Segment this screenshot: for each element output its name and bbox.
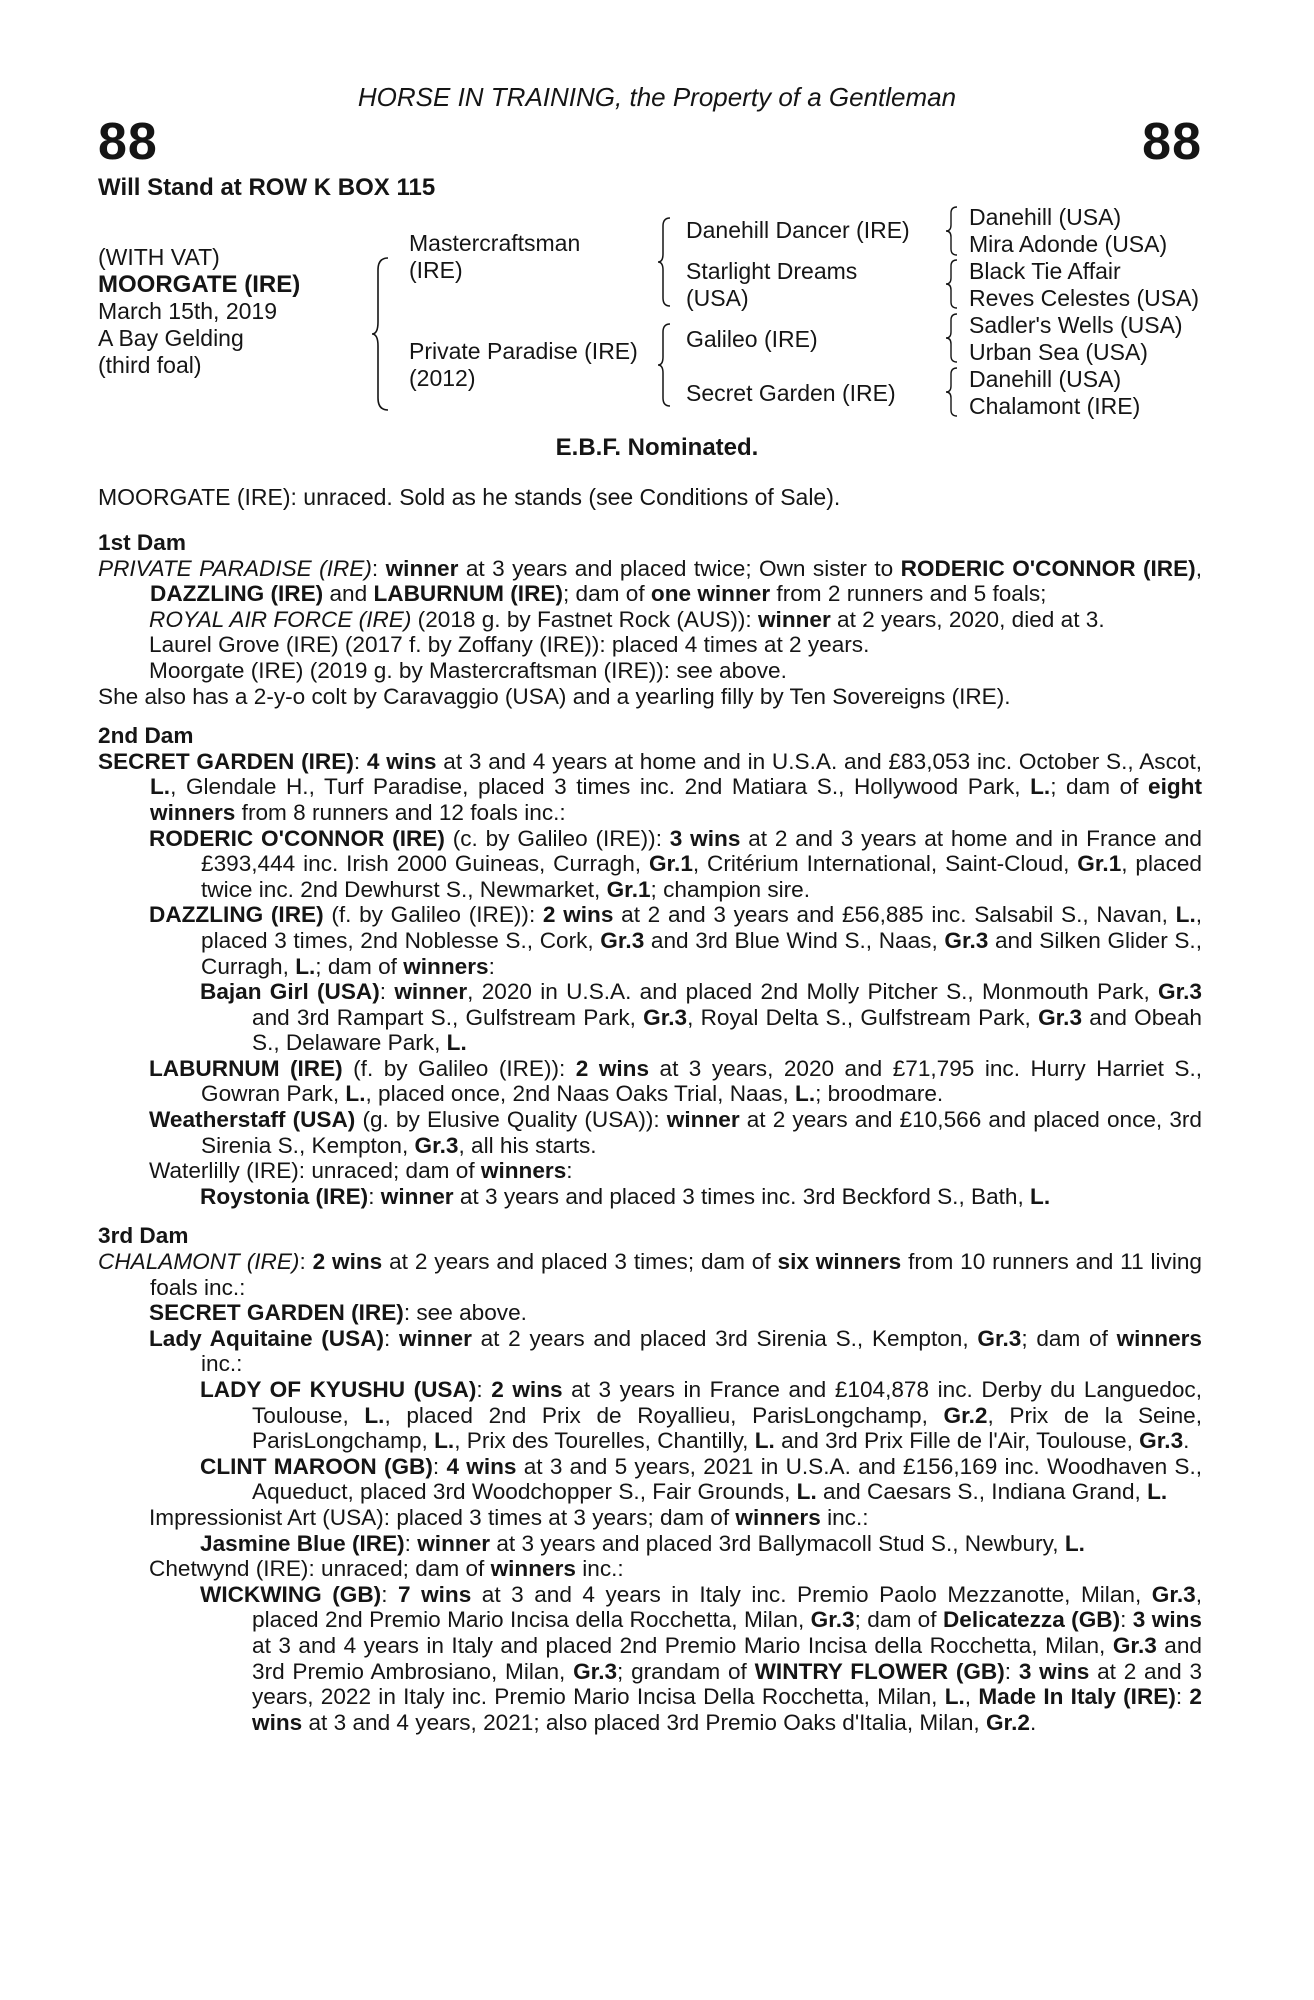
third-dam-grandfoal-clint-maroon: CLINT MAROON (GB): 4 wins at 3 and 5 years, 2021 in U.S.A. and £156,169 inc. Woodhaven S., Aqueduct, placed 3rd Woodchopper S., Fair Grounds, L. and Caesars S., Indiana Grand, L. [200, 1453, 1203, 1505]
first-dam-foal-laurel-grove: Laurel Grove (IRE) (2017 f. by Zoffany (IRE)): placed 4 times at 2 years. [149, 632, 870, 658]
lot-number-left: 88 [98, 113, 158, 171]
dam-name: Private Paradise (IRE) [409, 338, 638, 364]
second-dam-foal-laburnum: LABURNUM (IRE) (f. by Galileo (IRE)): 2 wins at 3 years, 2020 and £71,795 inc. Hurry Harriet S., Gowran Park, L., placed once, 2nd Naas Oaks Trial, Naas, L.; broodmare. [149, 1055, 1203, 1107]
second-dam-entry: SECRET GARDEN (IRE): 4 wins at 3 and 4 years at home and in U.S.A. and £83,053 inc. October S., Ascot, L., Glendale H., Turf Paradise, placed 3 times inc. 2nd Matiara S., Hollywood Park, L.; dam of eight winners from 8 runners and 12 foals inc.: [98, 748, 1203, 825]
ebf-nomination: E.B.F. Nominated. [555, 434, 759, 461]
first-dam-name: PRIVATE PARADISE (IRE) [98, 555, 372, 581]
first-dam-foal-moorgate: Moorgate (IRE) (2019 g. by Mastercraftsman (IRE)): see above. [149, 657, 787, 683]
first-dam-heading: 1st Dam [98, 530, 186, 555]
horse-description: A Bay Gelding [98, 325, 244, 351]
first-dam-foal-royal-air-force: ROYAL AIR FORCE (IRE) (2018 g. by Fastnet Rock (AUS)): winner at 2 years, 2020, died at 3. [149, 606, 1105, 632]
horse-info [98, 244, 300, 379]
pedigree-brace-sire [656, 216, 674, 308]
second-dam-name: SECRET GARDEN (IRE) [98, 748, 354, 774]
third-dam-foal-secret-garden: SECRET GARDEN (IRE): see above. [149, 1300, 527, 1326]
pedigree-sire-sire: Danehill Dancer (IRE) [686, 217, 910, 243]
third-dam-grandfoal-lady-of-kyushu: LADY OF KYUSHU (USA): 2 wins at 3 years in France and £104,878 inc. Derby du Languedoc, Toulouse, L., placed 2nd Prix de Royallieu, ParisLongchamp, Gr.2, Prix de la Seine, ParisLongchamp, L., Prix des Tourelles, Chantilly, L. and 3rd Prix Fille de l'Air, Toulouse, Gr.3. [200, 1377, 1203, 1454]
third-dam-grandfoal-jasmine-blue: Jasmine Blue (IRE): winner at 3 years and placed 3rd Ballymacoll Stud S., Newbury, L. [200, 1530, 1085, 1556]
pedigree-dam-dam: Secret Garden (IRE) [686, 380, 896, 406]
second-dam-grandfoal-bajan-girl: Bajan Girl (USA): winner, 2020 in U.S.A. and placed 2nd Molly Pitcher S., Monmouth Park, Gr.3 and 3rd Rampart S., Gulfstream Park, Gr.3, Royal Delta S., Gulfstream Park, Gr.3 and Obeah S., Delaware Park, L. [200, 979, 1203, 1056]
pedigree-brace-ds [944, 312, 960, 364]
pedigree-gen3 [969, 204, 1199, 420]
horse-name: MOORGATE (IRE) [98, 271, 301, 298]
horse-foaled: March 15th, 2019 [98, 298, 278, 324]
third-dam-foal-lady-aquitaine: Lady Aquitaine (USA): winner at 2 years and placed 3rd Sirenia S., Kempton, Gr.3; dam of winners inc.: [149, 1325, 1202, 1377]
pedigree-sire [409, 230, 580, 284]
second-dam-grandfoal-roystonia: Roystonia (IRE): winner at 3 years and placed 3 times inc. 3rd Beckford S., Bath, L. [200, 1183, 1051, 1209]
pedigree-ddd: Chalamont (IRE) [969, 393, 1141, 419]
foal-number: (third foal) [98, 352, 202, 378]
pedigree-brace-dd [944, 366, 960, 418]
third-dam-grandfoal-wickwing: WICKWING (GB): 7 wins at 3 and 4 years in Italy inc. Premio Paolo Mezzanotte, Milan, Gr.3, placed 2nd Premio Mario Incisa della Rocchetta, Milan, Gr.3; dam of Delicatezza (GB): 3 wins at 3 and 4 years in Italy and placed 2nd Premio Mario Incisa della Rocchetta, Milan, Gr.3 and 3rd Premio Ambrosiano, Milan, Gr.3; grandam of WINTRY FLOWER (GB): 3 wins at 2 and 3 years, 2022 in Italy inc. Premio Mario Incisa Della Rocchetta, Milan, L., Made In Italy (IRE): 2 wins at 3 and 4 years, 2021; also placed 3rd Premio Oaks d'Italia, Milan, Gr.2. [200, 1581, 1203, 1735]
pedigree-brace-ss [944, 205, 960, 257]
pedigree-brace-sd [944, 258, 960, 310]
pedigree-sss: Danehill (USA) [969, 204, 1122, 230]
sire-country: (IRE) [409, 257, 463, 283]
sire-dam-name: Starlight Dreams [686, 258, 858, 284]
pedigree-ssd: Mira Adonde (USA) [969, 231, 1168, 257]
third-dam-name: CHALAMONT (IRE) [98, 1249, 300, 1275]
sire-name: Mastercraftsman [409, 230, 581, 256]
third-dam-foal-impressionist-art: Impressionist Art (USA): placed 3 times at 3 years; dam of winners inc.: [149, 1504, 869, 1530]
pedigree-dsd: Urban Sea (USA) [969, 339, 1148, 365]
third-dam-heading: 3rd Dam [98, 1223, 189, 1249]
vat-note: (WITH VAT) [98, 244, 220, 270]
pedigree-sire-dam [686, 258, 857, 312]
second-dam-foal-waterlilly: Waterlilly (IRE): unraced; dam of winners: [149, 1158, 573, 1184]
pedigree-dam [409, 338, 638, 392]
pedigree-brace-dam [656, 322, 674, 408]
third-dam-entry: CHALAMONT (IRE): 2 wins at 2 years and placed 3 times; dam of six winners from 10 runners and 11 living foals inc.: [98, 1249, 1202, 1300]
page-title: HORSE IN TRAINING, the Property of a Gentleman [357, 82, 957, 112]
pedigree-sds: Black Tie Affair [969, 258, 1121, 284]
lot-number-right: 88 [1142, 113, 1202, 171]
pedigree-dam-sire: Galileo (IRE) [686, 326, 818, 352]
catalogue-body [98, 530, 1202, 1735]
pedigree-dss: Sadler's Wells (USA) [969, 312, 1183, 338]
second-dam-foal-weatherstaff: Weatherstaff (USA) (g. by Elusive Quality (USA)): winner at 2 years and £10,566 and placed once, 3rd Sirenia S., Kempton, Gr.3, all his starts. [149, 1107, 1202, 1158]
second-dam-foal-roderic-oconnor: RODERIC O'CONNOR (IRE) (c. by Galileo (IRE)): 3 wins at 2 and 3 years at home and in France and £393,444 inc. Irish 2000 Guineas, Curragh, Gr.1, Critérium International, Saint-Cloud, Gr.1, placed twice inc. 2nd Dewhurst S., Newmarket, Gr.1; champion sire. [149, 825, 1202, 902]
pedigree-dds: Danehill (USA) [969, 366, 1122, 392]
pedigree-sdd: Reves Celestes (USA) [969, 285, 1200, 311]
sire-dam-country: (USA) [686, 285, 749, 311]
third-dam-foal-chetwynd: Chetwynd (IRE): unraced; dam of winners inc.: [149, 1556, 624, 1582]
pedigree-brace-main [370, 256, 392, 412]
second-dam-heading: 2nd Dam [98, 723, 194, 749]
dam-year: (2012) [409, 365, 476, 391]
sold-note: MOORGATE (IRE): unraced. Sold as he stands (see Conditions of Sale). [98, 484, 841, 510]
second-dam-foal-dazzling: DAZZLING (IRE) (f. by Galileo (IRE)): 2 wins at 2 and 3 years and £56,885 inc. Salsabil S., Navan, L., placed 3 times, 2nd Noblesse S., Cork, Gr.3 and 3rd Blue Wind S., Naas, Gr.3 and Silken Glider S., Curragh, L.; dam of winners: [149, 902, 1203, 979]
first-dam-entry: PRIVATE PARADISE (IRE): winner at 3 years and placed twice; Own sister to RODERIC O'CONNOR (IRE), DAZZLING (IRE) and LABURNUM (IRE); dam of one winner from 2 runners and 5 foals; [98, 555, 1202, 607]
stand-location: Will Stand at ROW K BOX 115 [98, 174, 436, 201]
first-dam-note: She also has a 2-y-o colt by Caravaggio (USA) and a yearling filly by Ten Sovereigns (IRE). [98, 683, 1011, 709]
